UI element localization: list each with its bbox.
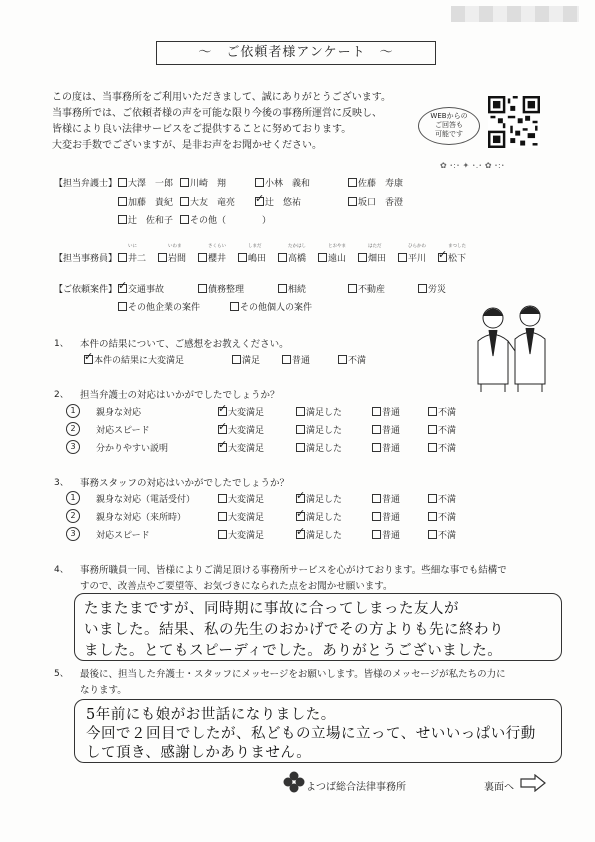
- option-label: 大変満足: [228, 513, 265, 523]
- checkbox-icon[interactable]: [198, 284, 207, 293]
- option-label: 坂口 香澄: [358, 198, 404, 208]
- checkbox-icon[interactable]: [428, 407, 437, 416]
- q2-option[interactable]: [218, 405, 264, 418]
- checkbox-icon[interactable]: [338, 355, 347, 364]
- option-label: 畑田: [368, 254, 387, 264]
- checkbox-icon[interactable]: [296, 443, 305, 452]
- option-label: 遠山: [328, 254, 347, 264]
- checkbox-icon[interactable]: [278, 284, 287, 293]
- option-label: 普通: [382, 426, 401, 436]
- option-label: その他個人の案件: [240, 303, 313, 313]
- option-label: 大澤 一郎: [128, 179, 174, 189]
- item-label: 親身な対応: [96, 408, 142, 418]
- checkbox-icon[interactable]: [428, 512, 437, 521]
- furigana-label: たかはし: [288, 244, 306, 249]
- checkbox-icon[interactable]: [158, 253, 167, 262]
- option-label: 満足: [242, 356, 261, 366]
- lawyer-option[interactable]: [348, 195, 403, 208]
- q1-number: 1、: [54, 339, 69, 349]
- item-number-circle: 1: [66, 491, 80, 505]
- q3-option[interactable]: [218, 510, 264, 523]
- checkbox-icon[interactable]: [358, 253, 367, 262]
- option-label: 不満: [348, 356, 367, 366]
- item-label: 対応スピード: [96, 426, 150, 436]
- item-label: 親身な対応（来所時）: [96, 513, 187, 523]
- option-label: 債務整理: [208, 285, 245, 295]
- option-label: 満足した: [306, 408, 343, 418]
- option-label: 井二: [128, 254, 147, 264]
- staff-label: 【担当事務員】: [54, 254, 118, 264]
- q2-option[interactable]: [428, 441, 456, 454]
- checkbox-icon[interactable]: [218, 425, 227, 434]
- qr-code-icon[interactable]: [488, 96, 540, 148]
- checkbox-icon[interactable]: [180, 215, 189, 224]
- q4-answer-line: たまたまですが、同時期に事故に合ってしまった友人が: [84, 601, 459, 617]
- intro-line: この度は、当事務所をご利用いただきまして、誠にありがとうございます。: [52, 92, 391, 103]
- option-label: 大変満足: [228, 408, 265, 418]
- case-option[interactable]: [118, 282, 164, 295]
- arrow-right-icon[interactable]: [520, 774, 546, 792]
- q1-option[interactable]: [232, 353, 260, 366]
- q2-number: 2、: [54, 390, 69, 400]
- checkbox-icon[interactable]: [218, 443, 227, 452]
- option-label: 交通事故: [128, 285, 165, 295]
- cases-label: 【ご依頼案件】: [54, 285, 118, 295]
- furigana-label: ひらかわ: [408, 244, 426, 249]
- lawyer-option[interactable]: [180, 213, 271, 226]
- q5-answer-line: 今回で２回目でしたが、私どもの立場に立って、せいいっぱい行動: [86, 726, 536, 742]
- q3-option[interactable]: [372, 510, 400, 523]
- option-label: 大友 竜亮: [190, 198, 236, 208]
- checkbox-icon[interactable]: [348, 284, 357, 293]
- checkbox-icon[interactable]: [372, 407, 381, 416]
- q4-question-line: すので、改善点やご要望等、お気づきになられた点をお聞かせ願います。: [80, 581, 393, 592]
- lawyer-option[interactable]: [118, 195, 173, 208]
- q2-option[interactable]: [296, 423, 342, 436]
- web-answer-bubble: WEBからの ご回答も 可能です: [418, 107, 480, 145]
- intro-line: 当事務所では、ご依頼者様の声を可能な限り今後の事務所運営に反映し、: [52, 108, 382, 119]
- case-option[interactable]: [230, 300, 312, 313]
- lawyer-option[interactable]: [118, 213, 173, 226]
- option-label: 川崎 翔: [190, 179, 227, 189]
- q1-option[interactable]: [282, 353, 310, 366]
- option-label: 大変満足: [228, 531, 265, 541]
- checkbox-icon[interactable]: [398, 253, 407, 262]
- checkbox-icon[interactable]: [372, 530, 381, 539]
- option-label: 普通: [382, 408, 401, 418]
- checkbox-icon[interactable]: [418, 284, 427, 293]
- checkbox-icon[interactable]: [238, 253, 247, 262]
- option-label: 不満: [438, 495, 457, 505]
- checkbox-icon[interactable]: [118, 302, 127, 311]
- checkbox-icon[interactable]: [428, 443, 437, 452]
- option-label: 不満: [438, 426, 457, 436]
- q3-option[interactable]: [218, 492, 264, 505]
- case-option[interactable]: [278, 282, 306, 295]
- checkbox-icon[interactable]: [428, 425, 437, 434]
- checkbox-icon[interactable]: [118, 215, 127, 224]
- staff-option[interactable]: [198, 251, 226, 264]
- option-label: 満足した: [306, 495, 343, 505]
- checkbox-icon[interactable]: [438, 253, 447, 262]
- checkbox-icon[interactable]: [230, 302, 239, 311]
- staff-option[interactable]: [318, 251, 346, 264]
- staff-option[interactable]: [278, 251, 306, 264]
- lawyer-option[interactable]: [255, 176, 310, 189]
- checkbox-icon[interactable]: [428, 530, 437, 539]
- staff-option[interactable]: [238, 251, 266, 264]
- q1-option[interactable]: [338, 353, 366, 366]
- option-label: 不満: [438, 408, 457, 418]
- q3-option[interactable]: [372, 528, 400, 541]
- clover-decoration-icon: ✿ ･:･ ✦ ･.･ ✿ ･:･: [440, 161, 505, 170]
- item-number-circle: 2: [66, 422, 80, 436]
- checkbox-icon[interactable]: [372, 494, 381, 503]
- option-label: 高橋: [288, 254, 307, 264]
- checkbox-icon[interactable]: [180, 178, 189, 187]
- checkbox-icon[interactable]: [296, 530, 305, 539]
- option-label: 佐藤 寿康: [358, 179, 404, 189]
- option-label: 不満: [438, 444, 457, 454]
- option-label: 不満: [438, 513, 457, 523]
- option-label: 不満: [438, 531, 457, 541]
- furigana-label: さくらい: [208, 244, 226, 249]
- checkbox-icon[interactable]: [118, 284, 127, 293]
- q5-number: 5、: [54, 669, 69, 679]
- lawyer-option[interactable]: [255, 195, 301, 208]
- q3-option[interactable]: [296, 492, 342, 505]
- checkbox-icon[interactable]: [232, 355, 241, 364]
- q2-option[interactable]: [296, 441, 342, 454]
- option-label: 普通: [382, 513, 401, 523]
- staff-option[interactable]: [118, 251, 146, 264]
- option-label: 小林 義和: [265, 179, 311, 189]
- option-label: 加藤 貴紀: [128, 198, 174, 208]
- q1-question: 本件の結果について、ご感想をお教えください。: [80, 339, 289, 350]
- checkbox-icon[interactable]: [296, 407, 305, 416]
- q3-option[interactable]: [296, 528, 342, 541]
- redacted-strip: [451, 6, 579, 22]
- page-title: ～ ご依頼者様アンケート ～: [156, 41, 436, 65]
- checkbox-icon[interactable]: [282, 355, 291, 364]
- option-label: 労災: [428, 285, 447, 295]
- checkbox-icon[interactable]: [218, 530, 227, 539]
- staff-option[interactable]: [398, 251, 426, 264]
- checkbox-icon[interactable]: [180, 197, 189, 206]
- checkbox-icon[interactable]: [118, 253, 127, 262]
- option-label: その他企業の案件: [128, 303, 201, 313]
- item-number-circle: 1: [66, 404, 80, 418]
- q5-answer-line: 5年前にも娘がお世話になりました。: [86, 707, 336, 723]
- intro-line: 皆様により良い法律サービスをご提供することに努めております。: [52, 124, 352, 135]
- option-label: 松下: [448, 254, 467, 264]
- checkbox-icon[interactable]: [296, 425, 305, 434]
- case-option[interactable]: [118, 300, 200, 313]
- checkbox-icon[interactable]: [348, 197, 357, 206]
- checkbox-icon[interactable]: [218, 494, 227, 503]
- option-label: 普通: [382, 495, 401, 505]
- q4-question-line: 事務所職員一同、皆様によりご満足頂ける事務所サービスを心がけております。些細な事でも結構で: [80, 565, 507, 576]
- option-label: 満足した: [306, 444, 343, 454]
- office-name: よつば総合法律事務所: [306, 782, 406, 793]
- option-label: 普通: [292, 356, 311, 366]
- option-label: 辻 佐和子: [128, 216, 174, 226]
- checkbox-icon[interactable]: [255, 178, 264, 187]
- checkbox-icon[interactable]: [372, 512, 381, 521]
- furigana-label: いに: [128, 244, 137, 249]
- lawyer-option[interactable]: [118, 176, 173, 189]
- q3-option[interactable]: [428, 492, 456, 505]
- furigana-label: いわま: [168, 244, 182, 249]
- checkbox-icon[interactable]: [296, 512, 305, 521]
- furigana-label: まつした: [448, 244, 466, 249]
- checkbox-icon[interactable]: [428, 494, 437, 503]
- option-label: 普通: [382, 444, 401, 454]
- option-label: 不動産: [358, 285, 386, 295]
- item-number-circle: 2: [66, 509, 80, 523]
- q4-answer-line: ました。とてもスピーディでした。ありがとうございました。: [84, 643, 503, 659]
- q2-option[interactable]: [218, 441, 264, 454]
- staff-option[interactable]: [358, 251, 386, 264]
- checkbox-icon[interactable]: [118, 197, 127, 206]
- option-label: 平川: [408, 254, 427, 264]
- q2-option[interactable]: [218, 423, 264, 436]
- next-page-label[interactable]: 裏面へ: [484, 782, 514, 793]
- option-label: 嶋田: [248, 254, 267, 264]
- furigana-label: とおやま: [328, 244, 346, 249]
- checkbox-icon[interactable]: [372, 443, 381, 452]
- staff-option[interactable]: [438, 251, 466, 264]
- option-label: 辻 悠祐: [265, 198, 302, 208]
- checkbox-icon[interactable]: [348, 178, 357, 187]
- checkbox-icon[interactable]: [318, 253, 327, 262]
- q3-option[interactable]: [218, 528, 264, 541]
- q5-question-line: 最後に、担当した弁護士・スタッフにメッセージをお願いします。皆様のメッセージが私たちの力に: [80, 669, 506, 680]
- lawyer-option[interactable]: [180, 176, 226, 189]
- option-label: 普通: [382, 531, 401, 541]
- checkbox-icon[interactable]: [372, 425, 381, 434]
- lawyers-label: 【担当弁護士】: [54, 179, 118, 189]
- q3-option[interactable]: [428, 528, 456, 541]
- q2-option[interactable]: [428, 423, 456, 436]
- furigana-label: はただ: [368, 244, 382, 249]
- item-label: 対応スピード: [96, 531, 150, 541]
- intro-line: 大変お手数でございますが、是非お声をお聞かせください。: [52, 140, 322, 151]
- case-option[interactable]: [348, 282, 385, 295]
- lawyer-option[interactable]: [180, 195, 235, 208]
- case-option[interactable]: [198, 282, 244, 295]
- q5-answer-line: して頂き、感謝しかありません。: [86, 745, 312, 761]
- q2-option[interactable]: [428, 405, 456, 418]
- option-label: 満足した: [306, 513, 343, 523]
- checkbox-icon[interactable]: [84, 355, 93, 364]
- option-label: 岩間: [168, 254, 187, 264]
- intro-text: [52, 90, 412, 154]
- lawyer-option[interactable]: [348, 176, 403, 189]
- q2-option[interactable]: [296, 405, 342, 418]
- checkbox-icon[interactable]: [118, 178, 127, 187]
- option-label: 満足した: [306, 426, 343, 436]
- option-label: 相続: [288, 285, 307, 295]
- q3-option[interactable]: [428, 510, 456, 523]
- clover-logo-icon: [282, 770, 306, 794]
- q2-question: 担当弁護士の対応はいかがでしたでしょうか？: [80, 390, 280, 401]
- checkbox-icon[interactable]: [198, 253, 207, 262]
- q3-number: 3、: [54, 478, 69, 488]
- option-label: 大変満足: [228, 495, 265, 505]
- q3-question: 事務スタッフの対応はいかがでしたでしょうか？: [80, 478, 290, 489]
- q3-option[interactable]: [296, 510, 342, 523]
- option-label: 本件の結果に大変満足: [94, 356, 185, 366]
- checkbox-icon[interactable]: [218, 512, 227, 521]
- option-label: 大変満足: [228, 444, 265, 454]
- checkbox-icon[interactable]: [255, 197, 264, 206]
- q5-question-line: なります。: [80, 685, 127, 696]
- staff-illustration-icon: [468, 296, 558, 394]
- option-label: 満足した: [306, 531, 343, 541]
- q4-number: 4、: [54, 565, 69, 575]
- checkbox-icon[interactable]: [218, 407, 227, 416]
- q4-answer-line: いました。結果、私の先生のおかげでその方よりも先に終わり: [84, 622, 504, 638]
- item-label: 親身な対応（電話受付）: [96, 495, 196, 505]
- item-label: 分かりやすい説明: [96, 444, 169, 454]
- q2-option[interactable]: [372, 405, 400, 418]
- option-label: その他（ ）: [190, 216, 272, 226]
- item-number-circle: 3: [66, 440, 80, 454]
- q1-option[interactable]: [84, 353, 184, 366]
- q2-option[interactable]: [372, 423, 400, 436]
- option-label: 櫻井: [208, 254, 227, 264]
- case-option[interactable]: [418, 282, 446, 295]
- q3-option[interactable]: [372, 492, 400, 505]
- furigana-label: しまだ: [248, 244, 262, 249]
- staff-option[interactable]: [158, 251, 186, 264]
- checkbox-icon[interactable]: [278, 253, 287, 262]
- option-label: 大変満足: [228, 426, 265, 436]
- item-number-circle: 3: [66, 527, 80, 541]
- checkbox-icon[interactable]: [296, 494, 305, 503]
- q2-option[interactable]: [372, 441, 400, 454]
